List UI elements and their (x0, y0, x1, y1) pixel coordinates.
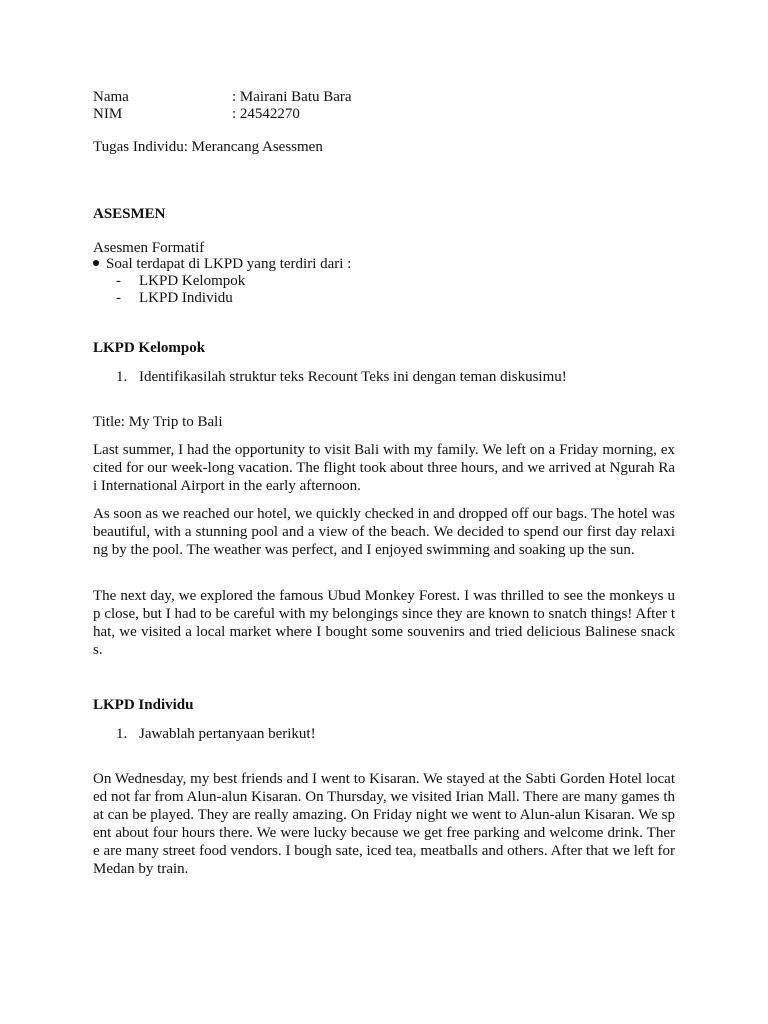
asesmen-subheading: Asesmen Formatif (93, 240, 205, 256)
bullet-icon (93, 260, 99, 266)
nama-value: : Mairani Batu Bara (232, 89, 352, 105)
nama-label: Nama (93, 89, 129, 105)
asesmen-heading: ASESMEN (93, 206, 166, 222)
tugas-line: Tugas Individu: Merancang Asessmen (93, 139, 323, 155)
individu-task (116, 725, 316, 743)
list-item-text: LKPD Kelompok (139, 273, 246, 289)
nim-label: NIM (93, 106, 123, 122)
list-item (116, 272, 245, 290)
task-number: 1. (116, 726, 128, 742)
story-paragraph: Last summer, I had the opportunity to visit Bali with my family. We left on a Friday morning, excited for our week-long vacation. The flight took about three hours, and we arrived at Ngurah Rai International Airport in the early afternoon. (93, 442, 675, 494)
kelompok-task (116, 368, 567, 386)
bullet-text: Soal terdapat di LKPD yang terdiri dari : (106, 256, 352, 272)
story-title: Title: My Trip to Bali (93, 414, 223, 430)
story-paragraph: As soon as we reached our hotel, we quickly checked in and dropped off our bags. The hotel was beautiful, with a stunning pool and a view of the beach. We decided to spend our first day relaxing by the pool. The weather was perfect, and I enjoyed swimming and soaking up the sun. (93, 506, 675, 558)
list-item (116, 289, 233, 307)
bullet-item (93, 255, 351, 273)
nim-row (93, 105, 300, 123)
dash-icon: - (116, 290, 121, 306)
list-item-text: LKPD Individu (139, 290, 233, 306)
nim-value: : 24542270 (232, 106, 300, 122)
story-paragraph: The next day, we explored the famous Ubud Monkey Forest. I was thrilled to see the monkeys up close, but I had to be careful with my belongings since they are known to snatch things! After that, we visited a local market where I bought some souvenirs and tried delicious Balinese snacks. (93, 588, 675, 658)
nama-row (93, 88, 352, 106)
individu-paragraph: On Wednesday, my best friends and I went to Kisaran. We stayed at the Sabti Gorden Hotel located not far from Alun-alun Kisaran. On Thursday, we visited Irian Mall. There are many games that can be played. They are really amazing. On Friday night we went to Alun-alun Kisaran. We spent about four hours there. We were lucky because we get free parking and welcome drink. There are many street food vendors. I bough sate, iced tea, meatballs and others. After that we left for Medan by train. (93, 771, 675, 877)
task-text: Identifikasilah struktur teks Recount Teks ini dengan teman diskusimu! (139, 369, 567, 385)
task-number: 1. (116, 369, 128, 385)
dash-icon: - (116, 273, 121, 289)
individu-heading: LKPD Individu (93, 697, 194, 713)
task-text: Jawablah pertanyaan berikut! (139, 726, 316, 742)
kelompok-heading: LKPD Kelompok (93, 340, 206, 356)
